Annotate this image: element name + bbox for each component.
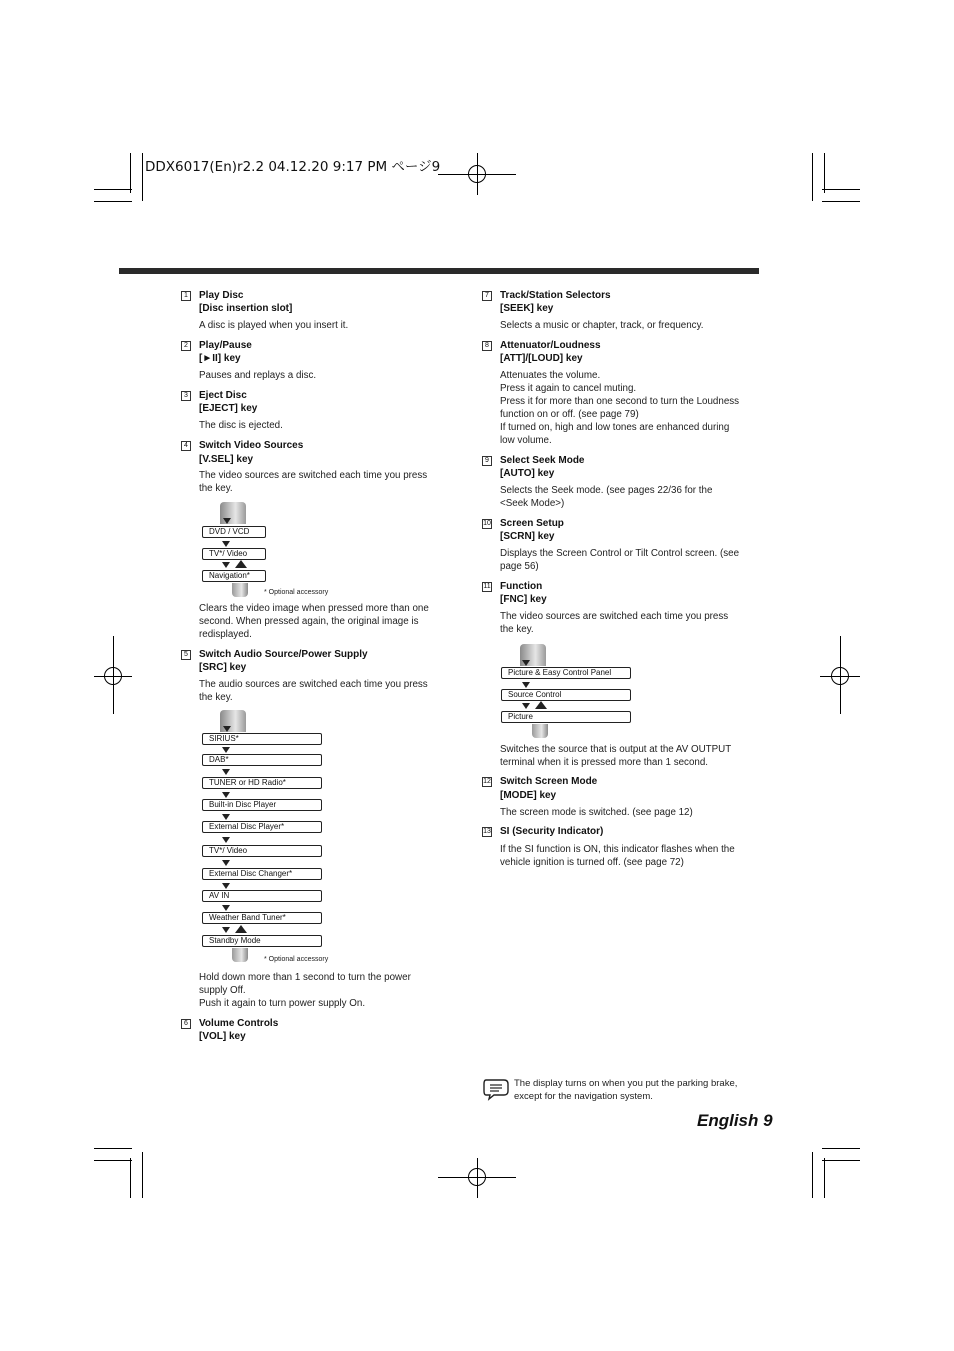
section-key: [►II] key xyxy=(199,353,241,364)
section-description: Attenuates the volume. Press it again to cancel muting. Press it for more than one second to turn the Loudness function on or off. (see page 79) If turned on, high and low tones are enhanced during low volume. xyxy=(500,370,740,446)
arrow-down-icon xyxy=(222,747,230,753)
section-title: Attenuator/Loudness xyxy=(500,340,601,351)
section-key: [VOL] key xyxy=(199,1031,246,1042)
arrow-down-icon xyxy=(222,541,230,547)
section-description: If the SI function is ON, this indicator flashes when the vehicle ignition is turned off. (see page 72) xyxy=(500,844,735,868)
section-key: [EJECT] key xyxy=(199,403,258,414)
arrow-down-icon xyxy=(222,562,230,568)
section-description: The disc is ejected. xyxy=(199,420,283,431)
section-key: [SCRN] key xyxy=(500,531,555,542)
audio-source-box: SIRIUS* xyxy=(202,733,322,745)
section-title: Play Disc xyxy=(199,290,244,301)
section-key: [V.SEL] key xyxy=(199,454,254,465)
section-description: The video sources are switched each time you press the key. xyxy=(199,470,428,494)
section-key: [ATT]/[LOUD] key xyxy=(500,353,583,364)
function-source-box: Picture & Easy Control Panel xyxy=(501,667,631,679)
item-number: 3 xyxy=(181,391,191,401)
audio-source-box: External Disc Changer* xyxy=(202,868,322,880)
audio-source-box: TV*/ Video xyxy=(202,845,322,857)
arrow-down-icon xyxy=(522,660,530,666)
section-description: Selects the Seek mode. (see pages 22/36 for the <Seek Mode>) xyxy=(500,485,713,509)
tip-text: The display turns on when you put the parking brake, except for the navigation system. xyxy=(514,1078,738,1102)
section-title: Switch Audio Source/Power Supply xyxy=(199,649,368,660)
cycle-loop-bottom xyxy=(232,583,248,597)
section-title: Track/Station Selectors xyxy=(500,290,611,301)
section-description: A disc is played when you insert it. xyxy=(199,320,349,331)
audio-source-box: TUNER or HD Radio* xyxy=(202,777,322,789)
section-title: Screen Setup xyxy=(500,518,564,529)
arrow-down-icon xyxy=(223,726,231,732)
audio-source-box: External Disc Player* xyxy=(202,821,322,833)
section-description: Pauses and replays a disc. xyxy=(199,370,317,381)
audio-source-box: Built-in Disc Player xyxy=(202,799,322,811)
audio-source-box: AV IN xyxy=(202,890,322,902)
section-description: Switches the source that is output at the AV OUTPUT terminal when it is pressed more than 1 second. xyxy=(500,744,732,768)
audio-source-box: Weather Band Tuner* xyxy=(202,912,322,924)
section-key: [Disc insertion slot] xyxy=(199,303,293,314)
item-number: 10 xyxy=(483,520,491,527)
audio-source-box: DAB* xyxy=(202,754,322,766)
section-key: [MODE] key xyxy=(500,790,557,801)
section-key: [AUTO] key xyxy=(500,468,555,479)
section-description: The video sources are switched each time you press the key. xyxy=(500,611,729,635)
cycle-loop-bottom xyxy=(232,948,248,962)
function-source-box: Source Control xyxy=(501,689,631,701)
section-title: Play/Pause xyxy=(199,340,252,351)
section-description: Displays the Screen Control or Tilt Control screen. (see page 56) xyxy=(500,548,740,572)
arrow-down-icon xyxy=(223,518,231,524)
section-description: The screen mode is switched. (see page 12) xyxy=(500,807,693,818)
arrow-up-icon xyxy=(535,701,547,709)
section-description: Hold down more than 1 second to turn the power supply Off. Push it again to turn power supply On. xyxy=(199,972,411,1009)
section-title: Select Seek Mode xyxy=(500,455,585,466)
section-key: [SRC] key xyxy=(199,662,247,673)
item-number: 12 xyxy=(483,778,491,785)
arrow-down-icon xyxy=(222,860,230,866)
section-title: Function xyxy=(500,581,543,592)
item-number: 6 xyxy=(181,1019,191,1029)
item-number: 4 xyxy=(181,441,191,451)
section-title: SI (Security Indicator) xyxy=(500,826,604,837)
video-source-box: Navigation* xyxy=(202,570,266,582)
note-speech-icon xyxy=(482,1077,510,1101)
item-number: 8 xyxy=(482,341,492,351)
section-title: Switch Screen Mode xyxy=(500,776,598,787)
arrow-down-icon xyxy=(222,837,230,843)
optional-accessory-note: * Optional accessory xyxy=(264,589,329,596)
item-number: 13 xyxy=(483,828,491,835)
item-number: 1 xyxy=(181,291,191,301)
cycle-loop-bottom xyxy=(532,724,548,738)
optional-accessory-note: * Optional accessory xyxy=(264,956,329,963)
print-header: DDX6017(En)r2.2 04.12.20 9:17 PM ページ9 xyxy=(145,159,441,175)
item-number: 11 xyxy=(483,583,491,590)
page-footer-language: English 9 xyxy=(697,1111,773,1130)
arrow-down-icon xyxy=(222,883,230,889)
item-number: 9 xyxy=(482,456,492,466)
arrow-down-icon xyxy=(222,769,230,775)
section-key: [FNC] key xyxy=(500,594,547,605)
section-description: Clears the video image when pressed more than one second. When pressed again, the original image is redisplayed. xyxy=(199,603,429,640)
arrow-down-icon xyxy=(522,682,530,688)
header-rule xyxy=(119,268,759,274)
item-number: 5 xyxy=(181,650,191,660)
section-description: Selects a music or chapter, track, or frequency. xyxy=(500,320,704,331)
arrow-up-icon xyxy=(235,560,247,568)
arrow-down-icon xyxy=(522,703,530,709)
item-number: 7 xyxy=(482,291,492,301)
arrow-up-icon xyxy=(235,925,247,933)
item-number: 2 xyxy=(181,341,191,351)
video-source-box: TV*/ Video xyxy=(202,548,266,560)
arrow-down-icon xyxy=(222,927,230,933)
video-source-box: DVD / VCD xyxy=(202,526,266,538)
audio-source-box: Standby Mode xyxy=(202,935,322,947)
arrow-down-icon xyxy=(222,792,230,798)
function-source-box: Picture xyxy=(501,711,631,723)
arrow-down-icon xyxy=(222,905,230,911)
section-title: Switch Video Sources xyxy=(199,440,304,451)
section-title: Eject Disc xyxy=(199,390,247,401)
section-title: Volume Controls xyxy=(199,1018,279,1029)
arrow-down-icon xyxy=(222,814,230,820)
section-description: The audio sources are switched each time you press the key. xyxy=(199,679,428,703)
section-key: [SEEK] key xyxy=(500,303,554,314)
